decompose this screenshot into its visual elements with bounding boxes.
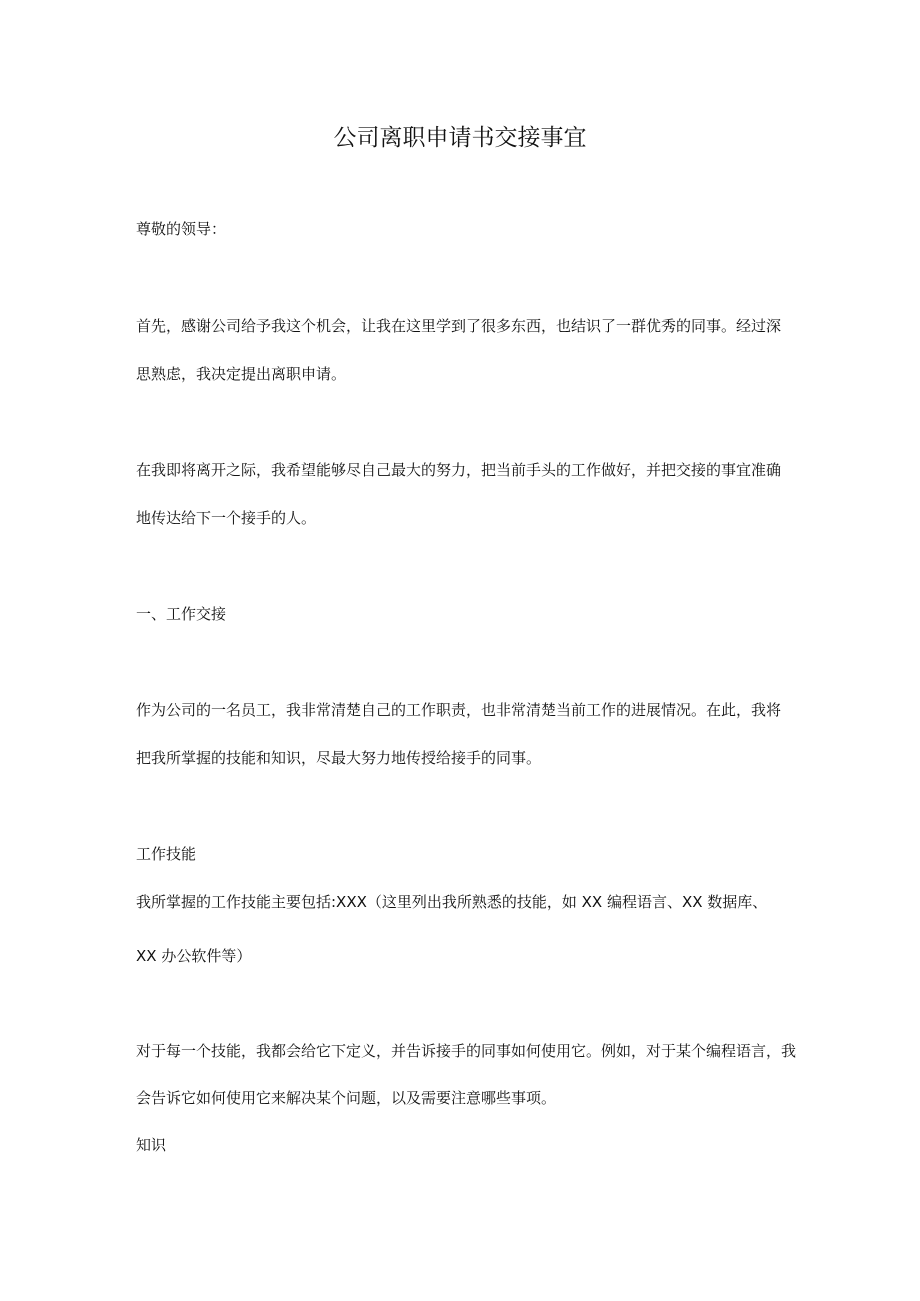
subheading-work-skills: 工作技能 [136,845,197,863]
salutation: 尊敬的领导： [136,220,227,238]
paragraph-skill-explanation-line-1: 对于每一个技能，我都会给它下定义，并告诉接手的同事如何使用它。例如，对于某个编程语言，我 [136,1042,796,1060]
section-heading-work-handover: 一、工作交接 [136,605,227,623]
paragraph-skills-line-1: 我所掌握的工作技能主要包括:XXX（这里列出我所熟悉的技能，如 XX 编程语言、XX 数据库、 [136,893,768,911]
paragraph-intro-line-2: 思熟虑，我决定提出离职申请。 [136,365,347,383]
document-title: 公司离职申请书交接事宜 [333,125,587,151]
paragraph-skills-line-2: XX 办公软件等） [136,947,252,965]
paragraph-duties-line-1: 作为公司的一名员工，我非常清楚自己的工作职责，也非常清楚当前工作的进展情况。在此，我将 [136,701,782,719]
paragraph-skill-explanation-line-2: 会告诉它如何使用它来解决某个问题，以及需要注意哪些事项。 [136,1089,557,1107]
paragraph-handover-line-2: 地传达给下一个接手的人。 [136,509,317,527]
subheading-knowledge: 知识 [136,1136,167,1154]
paragraph-handover-line-1: 在我即将离开之际，我希望能够尽自己最大的努力，把当前手头的工作做好，并把交接的事宜准确 [136,461,782,479]
paragraph-duties-line-2: 把我所掌握的技能和知识，尽最大努力地传授给接手的同事。 [136,749,542,767]
paragraph-intro-line-1: 首先，感谢公司给予我这个机会，让我在这里学到了很多东西，也结识了一群优秀的同事。经过深 [136,317,782,335]
